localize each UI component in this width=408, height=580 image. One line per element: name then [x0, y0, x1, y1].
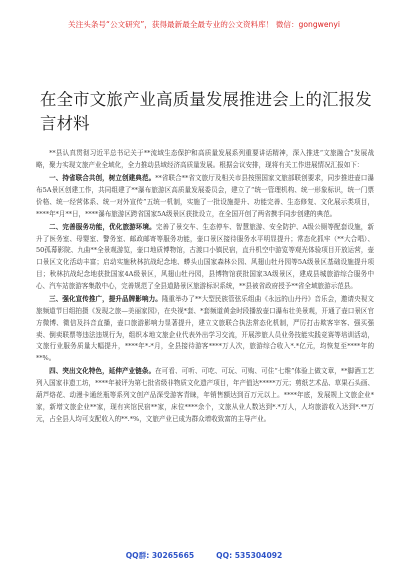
section-heading: 一、持省联合共创，树立创建典范。: [49, 173, 156, 182]
paragraph-text: **县认真贯彻习近平总书记关于**流域生态保护和高质量发展系列重要讲话精神，深入推进“文旅融合”发展战略，聚力实现文旅产业全域化，全力推动县域经济高质量发展。根据会议安排，现将有关工作进展情况汇报如下：: [36, 149, 374, 169]
qq-group-text: QQ群: 30265665: [125, 551, 195, 560]
paragraph-text: 隆重举办了**大型民族管弦乐组曲《永远的山丹丹》音乐会，邀请央视文旅频道节目组拍摄《发现之旅—美丽家园》，在央视*套、*套频道黄金时段播放壶口瀑布壮美景观，开通了壶口景区官方微博、微信及抖音直播，壶口旅游影响力显著提升，建立文旅联合执法常态化机制，严厉打击欺客宰客、强买强卖、倒卖联票等违法违规行为，组织本地文旅企业代表外出学习交流，开展涉旅人员业务技能实践竞赛等培训活动，文旅行业服务质量大幅提升，****年*-*月，全县接待游客****万人次，旅游综合收入*.*亿元，均恢复至****年的**%。: [36, 295, 374, 363]
paragraph-text: 在可看、可听、可吃、可玩、可购、可住“七维”体验上做文章，**脚酒工艺列入国家非遗工坊，****年被评为第七批省级非物质文化遗产项目，年产值达*****万元；剪纸艺术品、草果石头画、葫芦烙花、动漫卡通丝瓶等系列文创产品深受游客青睐，年销售额达到百万元以上。****年底，发展规上文旅企业*家，新增文旅企业**家，现有宾馆民宿**家，床位****余个，文旅从业人数达到*.*万人，人均旅游收入达到*.**万元，占全县人均可支配收入的**.*%，文旅产业已成为群众增收致富的主导产业。: [36, 367, 374, 423]
section-paragraph-4: [36, 366, 374, 425]
qq-contact-text: QQ: 535304092: [216, 551, 283, 560]
section-heading: 三、强化宣传推广，提升品牌影响力。: [49, 295, 162, 304]
section-heading: 二、完善服务功能，优化旅游环境。: [49, 222, 156, 231]
section-paragraph-2: [36, 222, 374, 293]
paragraph-text: **省联合**省文旅厅及相关市县按照国家文旅部联创要求，同步推进壶口瀑布5A景区创建工作，共同组建了**瀑布旅游区高质量发展委员会，建立了“统一管理机构、统一形象标识，统一门票价格、统一经营体系、统一对外宣传”五统一机制，实施了一批设施提升、功能完善、生态修复、文化展示类项目，****年*月**日，****瀑布旅游区跨省国家5A级景区获批设立，在全国开创了两省携手同步创建的典范。: [36, 173, 374, 218]
section-paragraph-3: [36, 294, 374, 365]
section-paragraph-1: [36, 173, 374, 220]
footer-contact: [0, 549, 408, 563]
section-heading: 四、突出文化特色，延伸产业链条。: [49, 367, 156, 376]
paragraph-text: 完善了景交车、生态停车、智慧旅游、安全防护、A级公厕等配套设施，新升了医务室、母婴室、警务室、邮政邮寄等服务功能，壶口景区接待服务水平明显提升；常态化抓牢（**大合唱）、50孤幕影院、九曲**全景观游览，壶口地质博物馆，古渡口小镇民宿，直升机空中游览等观光体验项目开放运营，壶口景区文化活动丰富；启动实施秋林抗战纪念地、蟒头山国家森林公园、风翅山牡丹园等5A级景区基础设施提升项目；秋林抗战纪念地获批国家4A级景区，风翅山牡丹园，县博物馆获批国家3A级景区，建成县城旅游综合服务中心、汽车站旅游客集散中心，完善规范了全县道路景区旅游标识系统，**县被省政府授予**省全域旅游示范县。: [36, 222, 374, 290]
intro-paragraph: [36, 148, 374, 172]
header-banner: 关注头条号“公文研究”，获得最新最全最专业的公文资料库！ 微信：gongwenyi: [68, 20, 340, 29]
document-title: 在全市文旅产业高质量发展推进会上的汇报发言材料: [40, 90, 372, 133]
document-body: [36, 148, 374, 426]
